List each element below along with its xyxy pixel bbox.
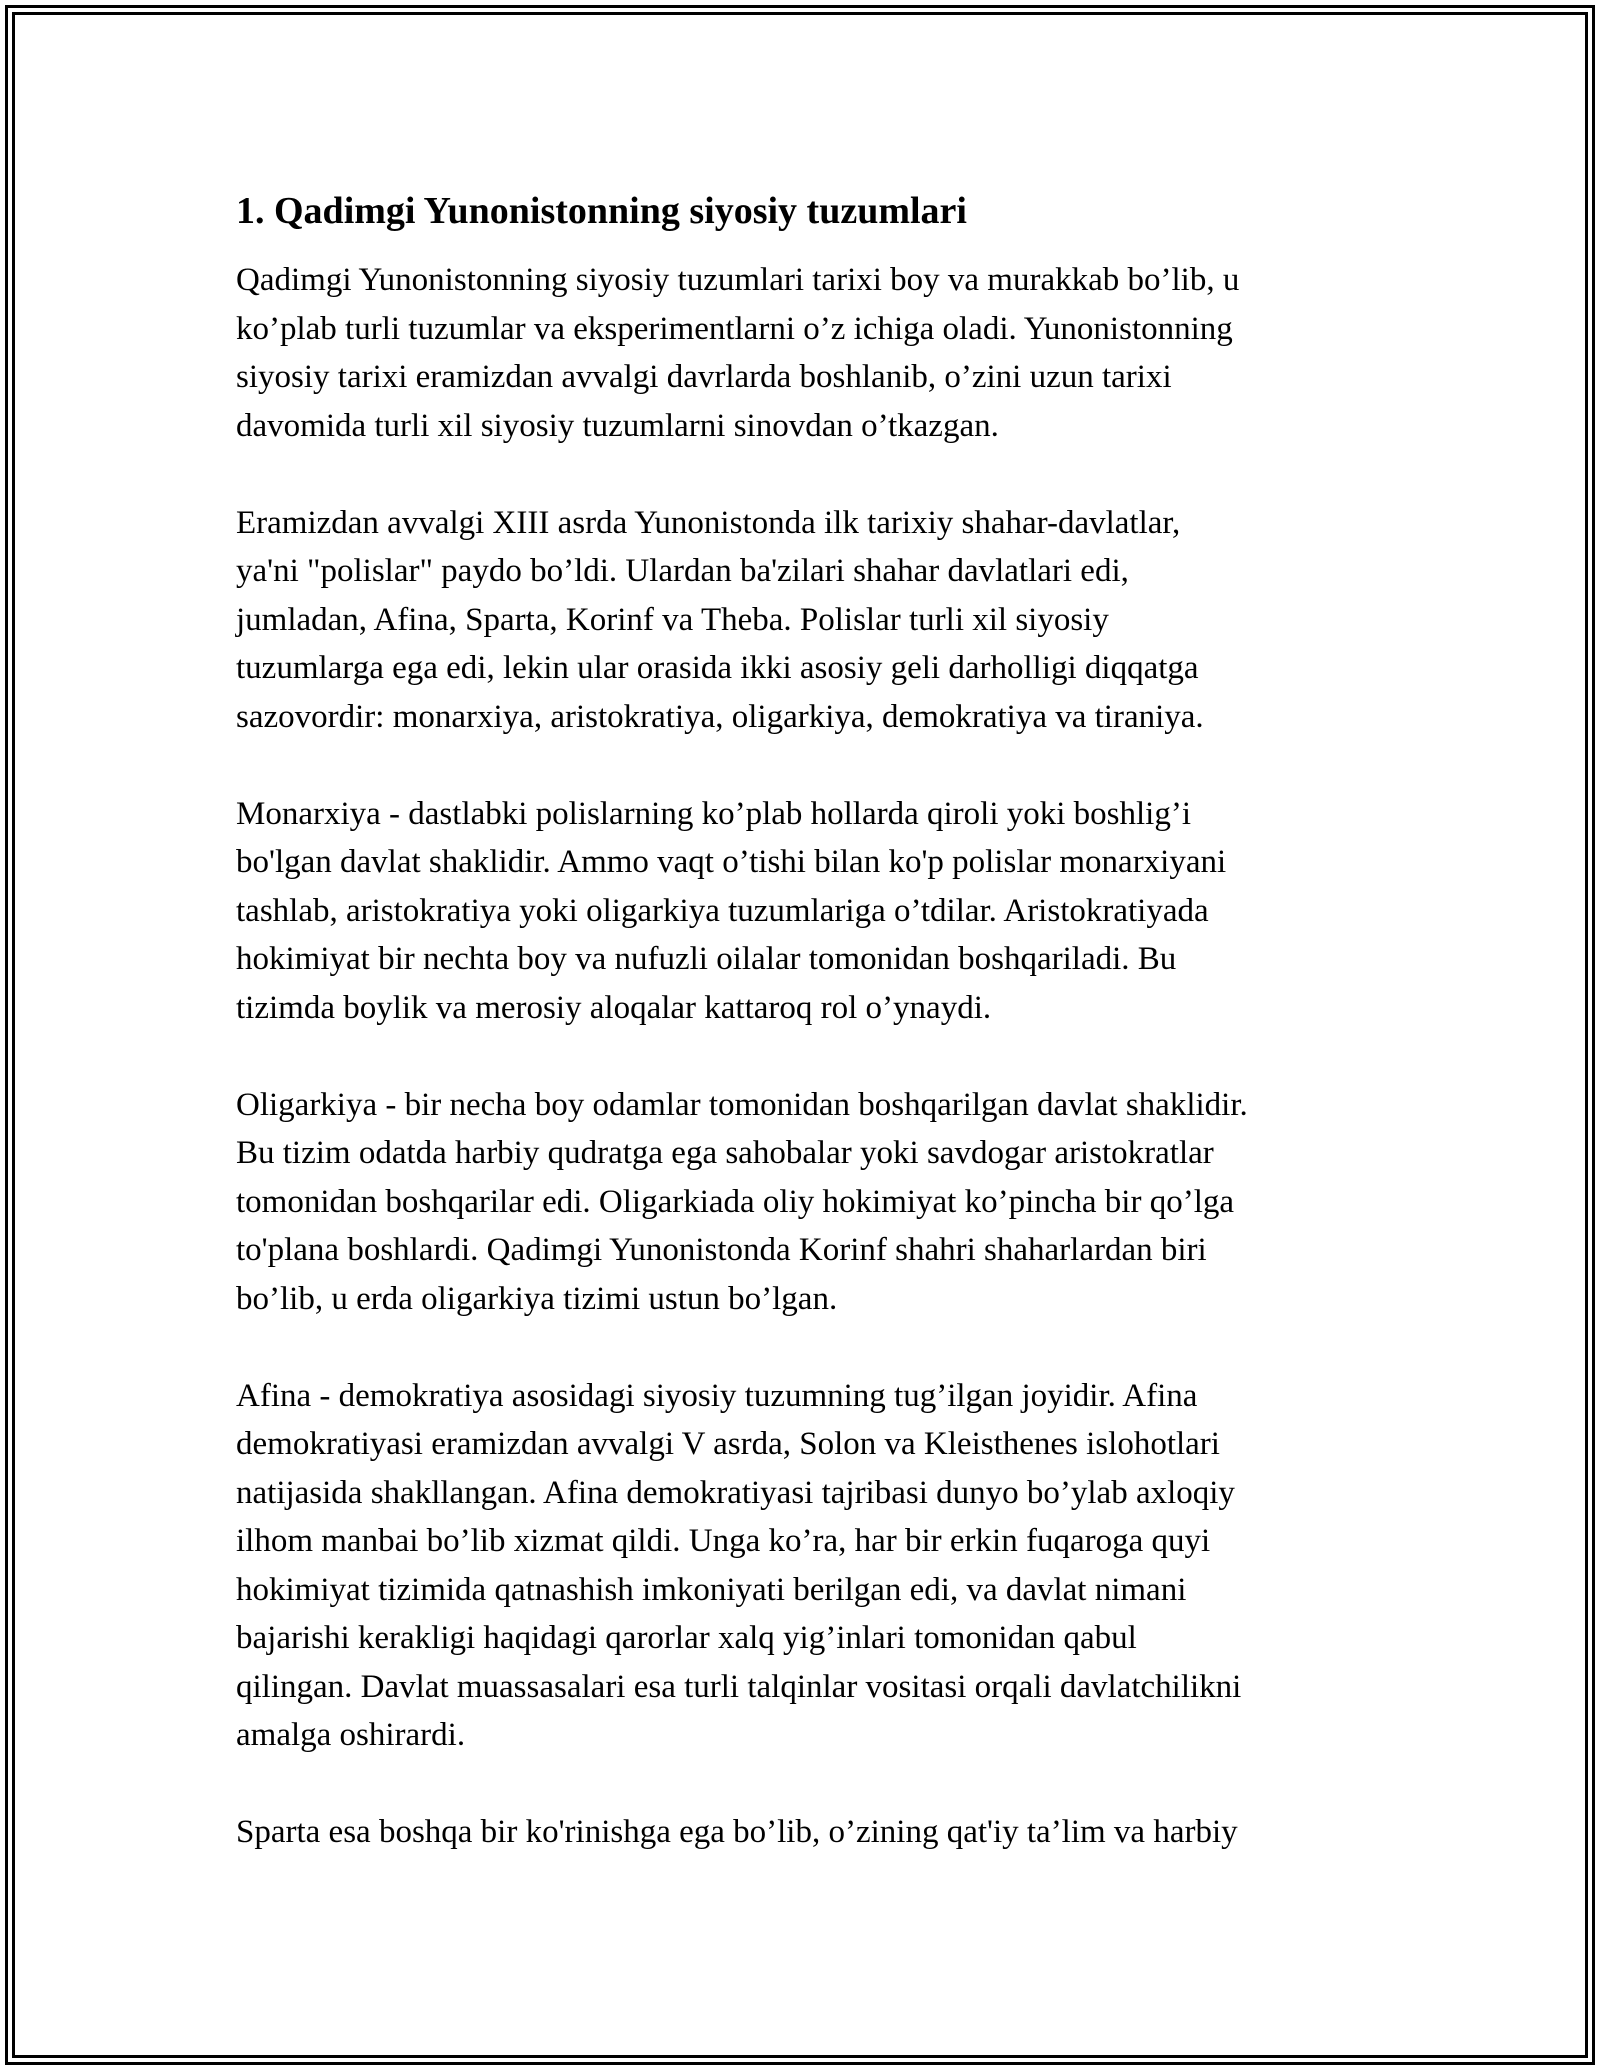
paragraph-sparta: [236, 1808, 1386, 1857]
document-body: [236, 186, 1386, 1905]
text-line: Monarxiya - dastlabki polislarning ko’plab hollarda qiroli yoki boshlig’i: [236, 795, 1192, 832]
text-line: to'plana boshlardi. Qadimgi Yunonistonda Korinf shahri shaharlardan biri: [236, 1232, 1207, 1268]
text-line: ilhom manbai bo’lib xizmat qildi. Unga ko’ra, har bir erkin fuqaroga quyi: [236, 1523, 1211, 1559]
text-line: tuzumlarga ega edi, lekin ular orasida ikki asosiy geli darholligi diqqatga: [236, 650, 1199, 686]
section-heading: 1. Qadimgi Yunonistonning siyosiy tuzumlari: [236, 190, 967, 232]
text-line: natijasida shakllangan. Afina demokratiyasi tajribasi dunyo bo’ylab axloqiy: [236, 1474, 1235, 1511]
paragraph-oligarchy: [236, 1081, 1386, 1324]
text-line: tizimda boylik va merosiy aloqalar kattaroq rol o’ynaydi.: [236, 989, 992, 1026]
text-line: ko’plab turli tuzumlar va eksperimentlarni o’z ichiga oladi. Yunonistonning: [236, 310, 1233, 347]
text-line: amalga oshirardi.: [236, 1717, 466, 1753]
text-line: bajarishi kerakligi haqidagi qarorlar xalq yig’inlari tomonidan qabul: [236, 1620, 1137, 1656]
text-line: tashlab, aristokratiya yoki oligarkiya tuzumlariga o’tdilar. Aristokratiyada: [236, 892, 1209, 929]
paragraph-intro: [236, 256, 1386, 450]
text-line: Bu tizim odatda harbiy qudratga ega sahobalar yoki savdogar aristokratlar: [236, 1135, 1214, 1171]
text-line: jumladan, Afina, Sparta, Korinf va Theba. Polislar turli xil siyosiy: [236, 601, 1109, 638]
text-line: demokratiyasi eramizdan avvalgi V asrda, Solon va Kleisthenes islohotlari: [236, 1426, 1220, 1462]
text-line: sazovordir: monarxiya, aristokratiya, oligarkiya, demokratiya va tiraniya.: [236, 698, 1204, 735]
text-line: Afina - demokratiya asosidagi siyosiy tuzumning tug’ilgan joyidir. Afina: [236, 1377, 1198, 1414]
text-line: ya'ni "polislar" paydo bo’ldi. Ulardan ba'zilari shahar davlatlari edi,: [236, 553, 1129, 589]
text-line: siyosiy tarixi eramizdan avvalgi davrlarda boshlanib, o’zini uzun tarixi: [236, 359, 1172, 395]
text-line: tomonidan boshqarilar edi. Oligarkiada oliy hokimiyat ko’pincha bir qo’lga: [236, 1183, 1235, 1220]
text-line: Oligarkiya - bir necha boy odamlar tomonidan boshqarilgan davlat shaklidir.: [236, 1086, 1248, 1123]
text-line: davomida turli xil siyosiy tuzumlarni sinovdan o’tkazgan.: [236, 407, 999, 444]
text-line: Qadimgi Yunonistonning siyosiy tuzumlari tarixi boy va murakkab bo’lib, u: [236, 262, 1240, 298]
text-line: bo'lgan davlat shaklidir. Ammo vaqt o’tishi bilan ko'p polislar monarxiyani: [236, 844, 1227, 880]
text-line: hokimiyat bir nechta boy va nufuzli oilalar tomonidan boshqariladi. Bu: [236, 941, 1177, 977]
paragraph-polis: [236, 499, 1386, 742]
text-line: qilingan. Davlat muassasalari esa turli talqinlar vositasi orqali davlatchilikni: [236, 1668, 1242, 1705]
text-line: hokimiyat tizimida qatnashish imkoniyati berilgan edi, va davlat nimani: [236, 1571, 1187, 1608]
paragraph-athens: [236, 1372, 1386, 1760]
text-line: bo’lib, u erda oligarkiya tizimi ustun bo’lgan.: [236, 1280, 838, 1317]
text-line: Eramizdan avvalgi XIII asrda Yunonistonda ilk tarixiy shahar-davlatlar,: [236, 504, 1181, 541]
paragraph-monarchy: [236, 790, 1386, 1033]
text-line: Sparta esa boshqa bir ko'rinishga ega bo’lib, o’zining qat'iy ta’lim va harbiy: [236, 1814, 1238, 1850]
